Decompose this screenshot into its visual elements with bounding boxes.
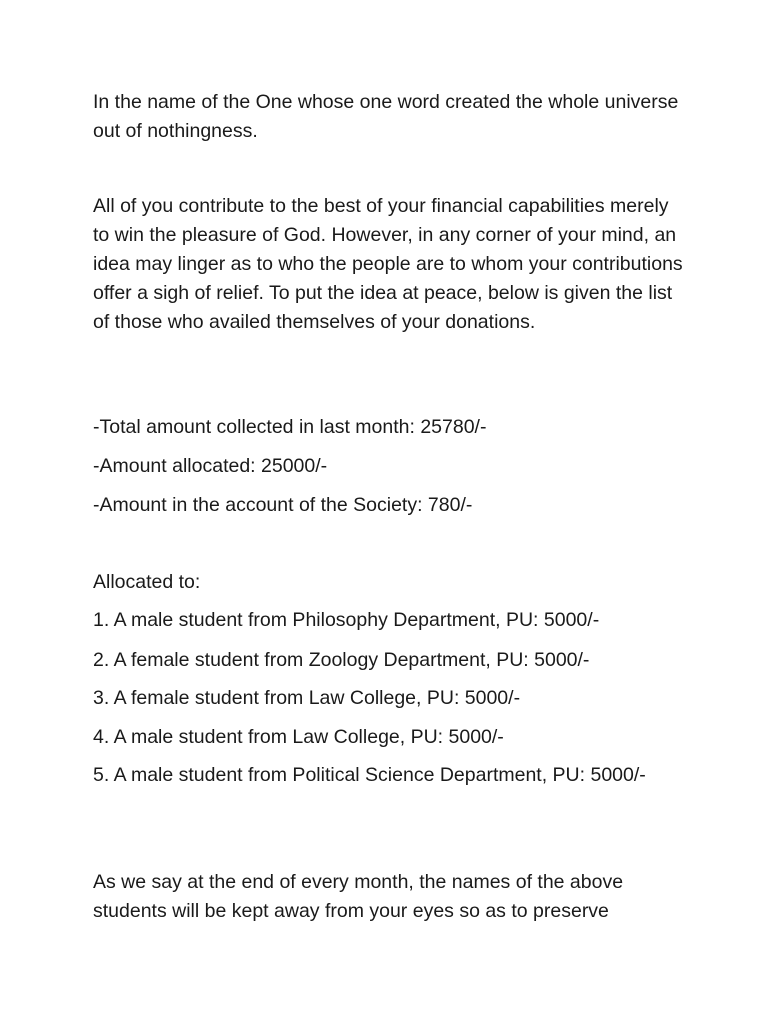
allocation-item: 1. A male student from Philosophy Department, PU: 5000/- — [93, 609, 600, 631]
allocation-item: 5. A male student from Political Science Department, PU: 5000/- — [93, 764, 646, 786]
body-paragraph: All of you contribute to the best of your financial capabilities merely to win the pleasure of God. However, in any corner of your mind, an idea may linger as to who the people are to whom your contributions offer a sigh of relief. To put the idea at peace, below is given the list of those who availed themselves of your donations. — [93, 195, 683, 333]
summary-total-collected: -Total amount collected in last month: 25780/- — [93, 416, 487, 438]
intro-paragraph: In the name of the One whose one word created the whole universe out of nothingness. — [93, 91, 679, 142]
allocation-item: 4. A male student from Law College, PU: 5000/- — [93, 726, 504, 748]
allocation-item: 2. A female student from Zoology Department, PU: 5000/- — [93, 649, 590, 671]
allocation-item: 3. A female student from Law College, PU: 5000/- — [93, 687, 521, 709]
allocated-heading: Allocated to: — [93, 571, 201, 593]
closing-paragraph: As we say at the end of every month, the names of the above students will be kept away from your eyes so as to preserve — [93, 871, 624, 922]
summary-amount-allocated: -Amount allocated: 25000/- — [93, 455, 328, 477]
summary-society-account: -Amount in the account of the Society: 780/- — [93, 494, 473, 516]
